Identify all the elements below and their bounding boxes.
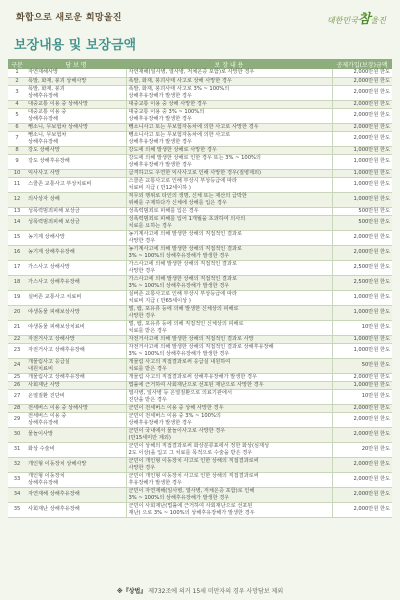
table-row bbox=[8, 373, 392, 381]
brand-small-2: 울진 bbox=[370, 16, 386, 25]
footnote-law: ※『상법』 bbox=[116, 588, 147, 595]
coverage-amount: 2,000만원 한도 bbox=[332, 230, 392, 245]
brand-small: 대한민국 bbox=[327, 16, 358, 25]
coverage-condition: 군민이 자연재해(일사병, 열사병, 저체온증 포함)로 인해 3% ~ 100%의 상해후유장해가 발생한 경우 bbox=[126, 487, 332, 502]
coverage-condition: 군민이 개인형 이동장치 사고로 인한 상해의 직접결과로써 사망한 경우 bbox=[126, 457, 332, 472]
coverage-amount: 500만원 한도 bbox=[332, 215, 392, 230]
coverage-table bbox=[8, 59, 392, 518]
coverage-item: 농기계 상해사망 bbox=[26, 230, 126, 245]
row-number: 7 bbox=[8, 131, 26, 146]
coverage-item: 의사상자 상해 bbox=[26, 192, 126, 207]
coverage-amount: 2,000만원 한도 bbox=[332, 85, 392, 100]
coverage-amount: 2,000만원 한도 bbox=[332, 100, 392, 108]
slogan: 화합으로 새로운 희망울진 bbox=[16, 13, 122, 23]
row-number: 6 bbox=[8, 123, 26, 131]
coverage-condition: 가스사고에 의해 발생한 상해의 직접적인 결과로 사망한 경우 bbox=[126, 260, 332, 275]
coverage-condition: 폭발, 화재, 붕괴사태 사고로 3% ~ 100%의 상해후유장해가 발생한 경우 bbox=[126, 85, 332, 100]
table-body bbox=[8, 69, 392, 517]
coverage-amount: 1,000만원 한도 bbox=[332, 290, 392, 305]
coverage-item: 자전거사고 상해사망 bbox=[26, 335, 126, 343]
table-header bbox=[8, 59, 392, 69]
coverage-condition: 뺑소니사고 또는 무보험자동차에 의한 사고로 상해후유장해가 발생한 경우 bbox=[126, 131, 332, 146]
table-row bbox=[8, 502, 392, 517]
row-number: 33 bbox=[8, 472, 26, 487]
table-row bbox=[8, 207, 392, 215]
coverage-condition: 직무외 행위로 타인의 생명, 신체 또는 재산의 급박한 위해를 구제하다가 신체에 상해를 입은 경우 bbox=[126, 192, 332, 207]
coverage-amount: 2,000만원 한도 bbox=[332, 108, 392, 123]
column-header-item: 담 보 명 bbox=[26, 59, 126, 69]
row-number: 25 bbox=[8, 373, 26, 381]
coverage-item: 사회재난 상해후유장해 bbox=[26, 502, 126, 517]
table-row bbox=[8, 487, 392, 502]
row-number: 35 bbox=[8, 502, 26, 517]
coverage-condition: 대중교통 이용 중 3% ~ 100%의 상해후유장해가 발생한 경우 bbox=[126, 108, 332, 123]
coverage-amount: 2,000만원 한도 bbox=[332, 77, 392, 85]
row-number: 12 bbox=[8, 192, 26, 207]
coverage-item: 물놀이사망 bbox=[26, 427, 126, 442]
coverage-condition: 군민이 사회재난(법률에 근거하여 사회재난으로 선포된 재난) 으로 3% ~ 100%의 상해후유장해가 발생한 경우 bbox=[126, 502, 332, 517]
coverage-amount: 1,000만원 한도 bbox=[332, 154, 392, 169]
footnote-text: 제732조에 의거 15세 미만자의 경우 사망담보 제외 bbox=[148, 588, 284, 595]
table-row bbox=[8, 412, 392, 427]
coverage-amount: 10만원 한도 bbox=[332, 389, 392, 404]
coverage-amount: 2,000만원 한도 bbox=[332, 502, 392, 517]
row-number: 14 bbox=[8, 215, 26, 230]
coverage-condition: 벌, 뱀, 포유류 등에 의해 발생한 신체상의 피해로 사망한 경우 bbox=[126, 305, 332, 320]
row-number: 32 bbox=[8, 457, 26, 472]
table-row bbox=[8, 358, 392, 373]
table-row bbox=[8, 123, 392, 131]
row-number: 11 bbox=[8, 177, 26, 192]
table-row bbox=[8, 290, 392, 305]
table-row bbox=[8, 343, 392, 358]
table-row bbox=[8, 192, 392, 207]
table-row bbox=[8, 108, 392, 123]
row-number: 19 bbox=[8, 290, 26, 305]
coverage-condition: 군민이 상해의 직접결과로써 화상분류표에서 정한 화상(심재성 2도 이상)을 입고 그 치료를 목적으로 수술을 받은 경우 bbox=[126, 442, 332, 457]
coverage-condition: 군민이 국내에서 물놀이사고로 사망한 경우 (만15세미만 제외) bbox=[126, 427, 332, 442]
coverage-item: 야생동물 피해보상사망 bbox=[26, 305, 126, 320]
table-row bbox=[8, 215, 392, 230]
coverage-item: 뺑소니, 무보험차 상해후유장해 bbox=[26, 131, 126, 146]
coverage-condition: 가스사고에 의해 발생한 상해의 직접적인 결과로 3% ~ 100%의 상해후유장해가 발생한 경우 bbox=[126, 275, 332, 290]
coverage-amount: 2,000만원 한도 bbox=[332, 472, 392, 487]
coverage-condition: 급격하고도 우연한 익사사고로 인해 사망한 경우(질병제외) bbox=[126, 169, 332, 177]
table-row bbox=[8, 275, 392, 290]
coverage-amount: 50만원 한도 bbox=[332, 358, 392, 373]
table-row bbox=[8, 381, 392, 389]
coverage-condition: 열사병, 일사병 등 온열질환으로 의료기관에서 진단을 받은 경우 bbox=[126, 389, 332, 404]
coverage-condition: 뺑소니사고 또는 무보험자동차에 의한 사고로 사망한 경우 bbox=[126, 123, 332, 131]
row-number: 3 bbox=[8, 85, 26, 100]
coverage-condition: 대중교통 이용 중 상해 사망한 경우 bbox=[126, 100, 332, 108]
coverage-condition: 벌, 뱀, 포유류 등에 의해 직접적인 신체상의 피해로 치료를 받은 경우 bbox=[126, 320, 332, 335]
table-row bbox=[8, 85, 392, 100]
coverage-condition: 군민이 전세버스 이용 중 상해 사망한 경우 bbox=[126, 404, 332, 412]
header bbox=[8, 6, 392, 27]
coverage-item: 가스사고 상해후유장해 bbox=[26, 275, 126, 290]
coverage-item: 화상 수술비 bbox=[26, 442, 126, 457]
row-number: 8 bbox=[8, 146, 26, 154]
row-number: 17 bbox=[8, 260, 26, 275]
brand-big: 참 bbox=[357, 12, 371, 27]
coverage-amount: 1,000만원 한도 bbox=[332, 381, 392, 389]
coverage-amount: 1,000만원 한도 bbox=[332, 343, 392, 358]
row-number: 15 bbox=[8, 230, 26, 245]
coverage-condition: 농기계사고에 의해 발생한 상해의 직접적인 결과로 3% ~ 100%의 상해후유장해가 발생한 경우 bbox=[126, 245, 332, 260]
table-row bbox=[8, 69, 392, 77]
row-number: 28 bbox=[8, 404, 26, 412]
row-number: 29 bbox=[8, 412, 26, 427]
row-number: 2 bbox=[8, 77, 26, 85]
column-header-condition: 보 장 내 용 bbox=[126, 59, 332, 69]
coverage-condition: 법률에 근거하여 사회재난으로 선포된 재난으로 사망한 경우 bbox=[126, 381, 332, 389]
row-number: 16 bbox=[8, 245, 26, 260]
coverage-amount: 2,000만원 한도 bbox=[332, 245, 392, 260]
table-row bbox=[8, 230, 392, 245]
coverage-item: 야생동물 피해보상치료비 bbox=[26, 320, 126, 335]
coverage-amount: 2,000만원 한도 bbox=[332, 373, 392, 381]
coverage-condition: 성폭력범죄로 피해를 입은 경우 bbox=[126, 207, 332, 215]
row-number: 10 bbox=[8, 169, 26, 177]
coverage-item: 강도 상해후유장해 bbox=[26, 154, 126, 169]
row-number: 22 bbox=[8, 335, 26, 343]
coverage-item: 강도 상해사망 bbox=[26, 146, 126, 154]
row-number: 4 bbox=[8, 100, 26, 108]
coverage-amount: 500만원 한도 bbox=[332, 207, 392, 215]
coverage-item: 폭발, 화재, 붕괴 상해후유장해 bbox=[26, 85, 126, 100]
coverage-condition: 개물림 사고의 직접결과로써 상해후유장해가 발생한 경우 bbox=[126, 373, 332, 381]
row-number: 21 bbox=[8, 320, 26, 335]
coverage-item: 전세버스 이용 중 상해후유장해 bbox=[26, 412, 126, 427]
row-number: 23 bbox=[8, 343, 26, 358]
row-number: 9 bbox=[8, 154, 26, 169]
coverage-item: 사회재난 사망 bbox=[26, 381, 126, 389]
coverage-condition: 강도에 의해 발생한 상해로 사망한 경우 bbox=[126, 146, 332, 154]
row-number: 34 bbox=[8, 487, 26, 502]
table-row bbox=[8, 404, 392, 412]
table-row bbox=[8, 335, 392, 343]
row-number: 5 bbox=[8, 108, 26, 123]
row-number: 24 bbox=[8, 358, 26, 373]
coverage-amount: 2,000만원 한도 bbox=[332, 487, 392, 502]
coverage-item: 개인형 이동장치 상해후유장해 bbox=[26, 472, 126, 487]
coverage-item: 스쿨존 교통사고 부상치료비 bbox=[26, 177, 126, 192]
coverage-amount: 2,000만원 한도 bbox=[332, 412, 392, 427]
coverage-amount: 1,000만원 한도 bbox=[332, 146, 392, 154]
coverage-item: 성폭력범죄피해 보상금 bbox=[26, 215, 126, 230]
coverage-amount: 2,500만원 한도 bbox=[332, 275, 392, 290]
table-row bbox=[8, 131, 392, 146]
coverage-condition: 실버존 교통사고로 인해 부상시 부상등급에 따라 치료비 지급 ( 만65세이상 ) bbox=[126, 290, 332, 305]
coverage-item: 자연재해사망 bbox=[26, 69, 126, 77]
coverage-amount: 1,000만원 한도 bbox=[332, 305, 392, 320]
table-row bbox=[8, 457, 392, 472]
coverage-amount: 2,000만원 한도 bbox=[332, 427, 392, 442]
coverage-item: 전세버스 이용 중 상해사망 bbox=[26, 404, 126, 412]
coverage-amount: 1,000만원 한도 bbox=[332, 177, 392, 192]
table-row bbox=[8, 169, 392, 177]
coverage-item: 농기계 상해후유장해 bbox=[26, 245, 126, 260]
coverage-amount: 2,000만원 한도 bbox=[332, 123, 392, 131]
row-number: 30 bbox=[8, 427, 26, 442]
coverage-condition: 강도에 의해 발생한 상해로 인한 경우 또는 3% ~ 100%의 상해후유장해가 발생한 경우 bbox=[126, 154, 332, 169]
table-row bbox=[8, 427, 392, 442]
coverage-amount: 2,000만원 한도 bbox=[332, 457, 392, 472]
table-row bbox=[8, 320, 392, 335]
coverage-amount: 1,000만원 한도 bbox=[332, 335, 392, 343]
coverage-condition: 개물림 사고의 직접결과로써 응급실 내원하여 치료를 받은 경우 bbox=[126, 358, 332, 373]
brand-logo bbox=[327, 8, 386, 27]
row-number: 18 bbox=[8, 275, 26, 290]
coverage-condition: 자전거사고에 의해 발생한 상해의 직접적인 결과로 상해후유장해 3% ~ 100%의 상해후유장해가 발생한 경우 bbox=[126, 343, 332, 358]
coverage-amount: 2,000만원 한도 bbox=[332, 131, 392, 146]
table-row bbox=[8, 100, 392, 108]
coverage-amount: 1,000만원 한도 bbox=[332, 192, 392, 207]
coverage-amount: 10만원 한도 bbox=[332, 320, 392, 335]
table-row bbox=[8, 472, 392, 487]
row-number: 31 bbox=[8, 442, 26, 457]
coverage-item: 개물림사고 응급실 내원치료비 bbox=[26, 358, 126, 373]
table-row bbox=[8, 442, 392, 457]
table-row bbox=[8, 305, 392, 320]
coverage-item: 자전거사고 상해후유장해 bbox=[26, 343, 126, 358]
coverage-condition: 군민이 개인형 이동장치 사고로 인한 상해의 직접결과로써 후유장해가 발생한 경우 bbox=[126, 472, 332, 487]
row-number: 1 bbox=[8, 69, 26, 77]
row-number: 13 bbox=[8, 207, 26, 215]
coverage-item: 개물림사고 상해후유장해 bbox=[26, 373, 126, 381]
column-header-no: 구분 bbox=[8, 59, 26, 69]
coverage-amount: 2,500만원 한도 bbox=[332, 260, 392, 275]
coverage-condition: 자전거사고에 의해 발생한 상해의 직접적인 결과로 사망 bbox=[126, 335, 332, 343]
coverage-item: 개인형 이동장치 상해사망 bbox=[26, 457, 126, 472]
coverage-amount: 1,000만원 한도 bbox=[332, 169, 392, 177]
row-number: 20 bbox=[8, 305, 26, 320]
page-title: 보장내용 및 보장금액 bbox=[14, 38, 137, 53]
coverage-condition: 성폭력범죄로 피해를 입어 1개월을 초과하여 의사의 치료를 요하는 경우 bbox=[126, 215, 332, 230]
coverage-item: 온열질환 진단비 bbox=[26, 389, 126, 404]
coverage-item: 실버존 교통사고 치료비 bbox=[26, 290, 126, 305]
column-header-amount: 공제가입(보장)금액 bbox=[332, 59, 392, 69]
coverage-amount: 2,000만원 한도 bbox=[332, 404, 392, 412]
table-row bbox=[8, 154, 392, 169]
coverage-item: 자연재해 상해후유장해 bbox=[26, 487, 126, 502]
coverage-condition: 자연재해(일사병, 열사병, 저체온증 포함)로 사망한 경우 bbox=[126, 69, 332, 77]
coverage-amount: 2,000만원 한도 bbox=[332, 69, 392, 77]
coverage-item: 익사사고 사망 bbox=[26, 169, 126, 177]
footnote bbox=[0, 586, 400, 595]
coverage-item: 대중교통 이용 중 상해후유장해 bbox=[26, 108, 126, 123]
coverage-item: 대중교통 이용 중 상해사망 bbox=[26, 100, 126, 108]
coverage-condition: 군민이 전세버스 이용 중 3% ~ 100%의 상해후유장해가 발생한 경우 bbox=[126, 412, 332, 427]
coverage-item: 폭발, 화재, 붕괴 상해사망 bbox=[26, 77, 126, 85]
table-row bbox=[8, 245, 392, 260]
coverage-item: 뺑소니, 무보험차 상해사망 bbox=[26, 123, 126, 131]
coverage-condition: 농기계사고에 의해 발생한 상해의 직접적인 결과로 사망한 경우 bbox=[126, 230, 332, 245]
table-row bbox=[8, 177, 392, 192]
coverage-amount: 20만원 한도 bbox=[332, 442, 392, 457]
row-number: 26 bbox=[8, 381, 26, 389]
table-row bbox=[8, 260, 392, 275]
table-row bbox=[8, 389, 392, 404]
row-number: 27 bbox=[8, 389, 26, 404]
table-row bbox=[8, 146, 392, 154]
coverage-item: 성폭력범죄피해 보상금 bbox=[26, 207, 126, 215]
coverage-condition: 폭발, 화재, 붕괴사태 사고로 상해 사망한 경우 bbox=[126, 77, 332, 85]
coverage-condition: 스쿨존 교통사고로 인해 부상시 부상등급에 따라 치료비 지급 ( 만12세이하 ) bbox=[126, 177, 332, 192]
table-row bbox=[8, 77, 392, 85]
coverage-item: 가스사고 상해사망 bbox=[26, 260, 126, 275]
